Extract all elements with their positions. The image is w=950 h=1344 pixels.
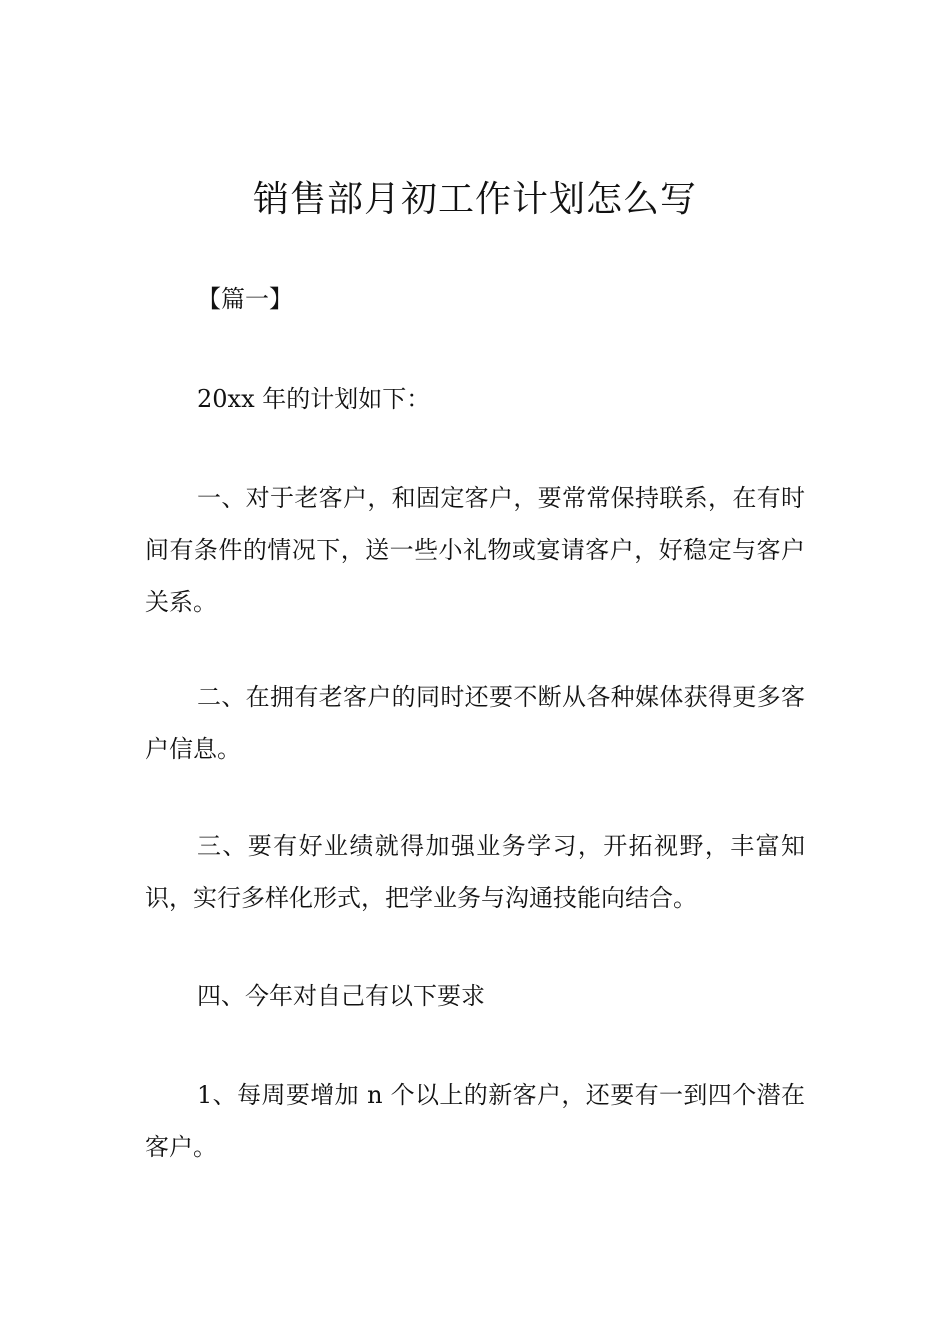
paragraph-plan-intro: 20xx 年的计划如下： xyxy=(197,385,431,413)
paragraph-item-two: 二、在拥有老客户的同时还要不断从各种媒体获得更多客户信息。 xyxy=(145,683,805,763)
paragraph-item-three: 三、要有好业绩就得加强业务学习，开拓视野，丰富知识，实行多样化形式，把学业务与沟通技能向结合。 xyxy=(145,832,805,912)
section-label: 【篇一】 xyxy=(197,285,293,313)
paragraph-requirement-one: 1、每周要增加 n 个以上的新客户，还要有一到四个潜在客户。 xyxy=(145,1081,805,1161)
paragraph-item-four: 四、今年对自己有以下要求 xyxy=(197,982,485,1010)
document-title: 销售部月初工作计划怎么写 xyxy=(252,179,697,220)
paragraph-item-one: 一、对于老客户，和固定客户，要常常保持联系，在有时间有条件的情况下，送一些小礼物或宴请客户，好稳定与客户关系。 xyxy=(145,484,805,616)
